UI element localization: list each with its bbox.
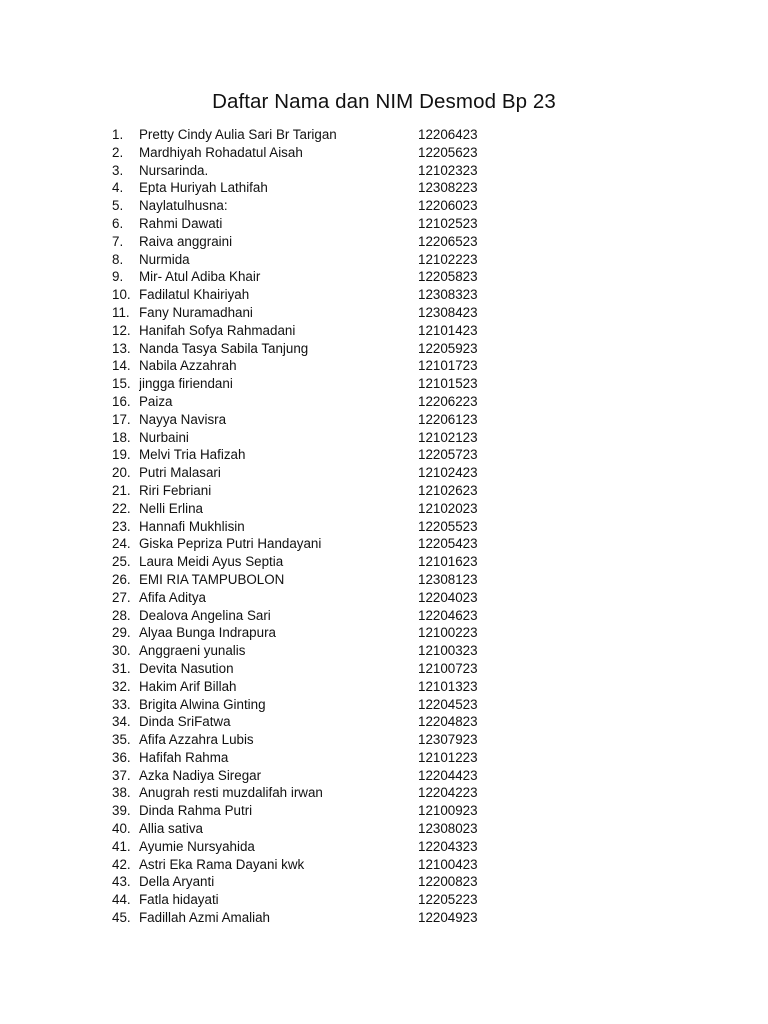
student-name: Devita Nasution	[139, 660, 234, 676]
list-item	[112, 909, 532, 927]
student-nim: 12204923	[418, 910, 478, 926]
list-item	[112, 518, 532, 536]
list-item-number: 3.	[112, 162, 124, 178]
list-item-number: 4.	[112, 180, 124, 196]
student-name: Nurmida	[139, 251, 190, 267]
list-item	[112, 731, 532, 749]
list-item-number: 21.	[112, 482, 131, 498]
list-item-number: 30.	[112, 643, 131, 659]
list-item-number: 36.	[112, 749, 131, 765]
list-item-number: 26.	[112, 571, 131, 587]
list-item	[112, 179, 532, 197]
list-item-number: 23.	[112, 518, 131, 534]
list-item	[112, 535, 532, 553]
student-name: Rahmi Dawati	[139, 215, 223, 231]
student-nim: 12205223	[418, 892, 478, 908]
student-name: Fadilatul Khairiyah	[139, 287, 250, 303]
list-item-number: 22.	[112, 500, 131, 516]
list-item	[112, 162, 532, 180]
student-name: Riri Febriani	[139, 482, 212, 498]
student-name: Dinda SriFatwa	[139, 714, 231, 730]
list-item	[112, 322, 532, 340]
student-name: Giska Pepriza Putri Handayani	[139, 536, 322, 552]
student-nim: 12102123	[418, 429, 478, 445]
student-name: Dinda Rahma Putri	[139, 803, 253, 819]
list-item-number: 25.	[112, 554, 131, 570]
student-nim: 12101223	[418, 749, 478, 765]
student-nim: 12205923	[418, 340, 478, 356]
list-item-number: 18.	[112, 429, 131, 445]
list-item-number: 8.	[112, 251, 124, 267]
list-item-number: 34.	[112, 714, 131, 730]
list-item-number: 38.	[112, 785, 131, 801]
student-name: Fatla hidayati	[139, 892, 219, 908]
list-item	[112, 624, 532, 642]
list-item	[112, 144, 532, 162]
student-name: Dealova Angelina Sari	[139, 607, 271, 623]
list-item	[112, 678, 532, 696]
list-item	[112, 500, 532, 518]
list-item-number: 42.	[112, 856, 131, 872]
list-item-number: 32.	[112, 678, 131, 694]
student-nim: 12206523	[418, 233, 478, 249]
student-nim: 12101723	[418, 358, 478, 374]
student-name: jingga firiendani	[139, 376, 233, 392]
student-name: Putri Malasari	[139, 465, 221, 481]
student-nim: 12205523	[418, 518, 478, 534]
student-nim: 12102023	[418, 500, 478, 516]
list-item	[112, 126, 532, 144]
list-item-number: 40.	[112, 821, 131, 837]
student-name: Paiza	[139, 393, 173, 409]
list-item	[112, 197, 532, 215]
list-item-number: 1.	[112, 127, 124, 142]
list-item-number: 33.	[112, 696, 131, 712]
list-item	[112, 838, 532, 856]
name-list	[112, 126, 532, 927]
list-item	[112, 233, 532, 251]
list-item-number: 16.	[112, 393, 131, 409]
student-name: Ayumie Nursyahida	[139, 838, 255, 854]
student-nim: 12308223	[418, 180, 478, 196]
list-item-number: 19.	[112, 447, 131, 463]
list-item	[112, 856, 532, 874]
student-nim: 12204523	[418, 696, 478, 712]
list-item	[112, 340, 532, 358]
list-item-number: 27.	[112, 589, 131, 605]
list-item-number: 31.	[112, 660, 131, 676]
student-nim: 12204223	[418, 785, 478, 801]
list-item-number: 13.	[112, 340, 131, 356]
list-item-number: 15.	[112, 376, 131, 392]
student-name: Astri Eka Rama Dayani kwk	[139, 856, 305, 872]
list-item	[112, 464, 532, 482]
student-nim: 12102323	[418, 162, 478, 178]
student-nim: 12205723	[418, 447, 478, 463]
student-name: Hafifah Rahma	[139, 749, 229, 765]
list-item-number: 45.	[112, 910, 131, 926]
list-item	[112, 713, 532, 731]
list-item	[112, 286, 532, 304]
list-item-number: 2.	[112, 144, 124, 160]
list-item-number: 28.	[112, 607, 131, 623]
student-name: Alyaa Bunga Indrapura	[139, 625, 276, 641]
student-name: Brigita Alwina Ginting	[139, 696, 266, 712]
list-item	[112, 482, 532, 500]
student-name: Afifa Aditya	[139, 589, 206, 605]
student-name: Epta Huriyah Lathifah	[139, 180, 268, 196]
student-nim: 12308323	[418, 287, 478, 303]
student-nim: 12307923	[418, 732, 478, 748]
list-item	[112, 357, 532, 375]
student-name: Fany Nuramadhani	[139, 304, 253, 320]
student-name: Nabila Azzahrah	[139, 358, 237, 374]
list-item	[112, 642, 532, 660]
student-name: Melvi Tria Hafizah	[139, 447, 246, 463]
list-item	[112, 393, 532, 411]
list-item	[112, 429, 532, 447]
list-item-number: 24.	[112, 536, 131, 552]
student-name: Nelli Erlina	[139, 500, 203, 516]
list-item-number: 39.	[112, 803, 131, 819]
student-name: Hanifah Sofya Rahmadani	[139, 322, 296, 338]
list-item-number: 35.	[112, 732, 131, 748]
student-name: Nursarinda.	[139, 162, 209, 178]
student-nim: 12206223	[418, 393, 478, 409]
list-item	[112, 215, 532, 233]
list-item-number: 10.	[112, 287, 131, 303]
student-nim: 12100723	[418, 660, 478, 676]
student-name: Mir- Atul Adiba Khair	[139, 269, 261, 285]
student-name: Allia sativa	[139, 821, 204, 837]
student-nim: 12101523	[418, 376, 478, 392]
student-nim: 12100323	[418, 643, 478, 659]
student-name: Nanda Tasya Sabila Tanjung	[139, 340, 309, 356]
student-nim: 12308023	[418, 821, 478, 837]
list-item	[112, 820, 532, 838]
list-item	[112, 304, 532, 322]
list-item	[112, 696, 532, 714]
list-item-number: 9.	[112, 269, 124, 285]
list-item	[112, 251, 532, 269]
student-nim: 12100223	[418, 625, 478, 641]
student-nim: 12101423	[418, 322, 478, 338]
student-nim: 12206423	[418, 127, 478, 142]
student-nim: 12204823	[418, 714, 478, 730]
student-name: Laura Meidi Ayus Septia	[139, 554, 284, 570]
list-item	[112, 784, 532, 802]
student-nim: 12206023	[418, 198, 478, 214]
list-item	[112, 446, 532, 464]
student-name: Raiva anggraini	[139, 233, 233, 249]
student-name: Nayya Navisra	[139, 411, 227, 427]
student-nim: 12308123	[418, 571, 478, 587]
list-item-number: 5.	[112, 198, 124, 214]
student-nim: 12102223	[418, 251, 478, 267]
list-item-number: 44.	[112, 892, 131, 908]
list-item	[112, 660, 532, 678]
student-name: Azka Nadiya Siregar	[139, 767, 262, 783]
student-nim: 12102623	[418, 482, 478, 498]
student-name: Anugrah resti muzdalifah irwan	[139, 785, 323, 801]
list-item-number: 11.	[112, 304, 130, 320]
list-item-number: 14.	[112, 358, 131, 374]
student-name: EMI RIA TAMPUBOLON	[139, 571, 285, 587]
student-nim: 12204023	[418, 589, 478, 605]
student-name: Naylatulhusna:	[139, 198, 228, 214]
student-nim: 12204323	[418, 838, 478, 854]
list-item-number: 20.	[112, 465, 131, 481]
list-item-number: 7.	[112, 233, 124, 249]
list-item-number: 6.	[112, 215, 124, 231]
list-item	[112, 891, 532, 909]
student-nim: 12204623	[418, 607, 478, 623]
student-nim: 12308423	[418, 304, 478, 320]
student-name: Pretty Cindy Aulia Sari Br Tarigan	[139, 127, 337, 142]
list-item	[112, 749, 532, 767]
student-name: Della Aryanti	[139, 874, 215, 890]
list-item-number: 41.	[112, 838, 131, 854]
document-title: Daftar Nama dan NIM Desmod Bp 23	[212, 90, 556, 113]
student-nim: 12100923	[418, 803, 478, 819]
list-item-number: 37.	[112, 767, 131, 783]
student-name: Afifa Azzahra Lubis	[139, 732, 254, 748]
list-item	[112, 767, 532, 785]
student-nim: 12205423	[418, 536, 478, 552]
list-item	[112, 411, 532, 429]
list-item	[112, 607, 532, 625]
student-name: Anggraeni yunalis	[139, 643, 246, 659]
list-item	[112, 268, 532, 286]
student-name: Hakim Arif Billah	[139, 678, 237, 694]
student-nim: 12204423	[418, 767, 478, 783]
list-item	[112, 873, 532, 891]
list-item	[112, 571, 532, 589]
student-nim: 12102523	[418, 215, 478, 231]
list-item	[112, 802, 532, 820]
list-item	[112, 375, 532, 393]
student-name: Nurbaini	[139, 429, 189, 445]
list-item	[112, 589, 532, 607]
student-name: Mardhiyah Rohadatul Aisah	[139, 144, 303, 160]
student-name: Hannafi Mukhlisin	[139, 518, 245, 534]
list-item	[112, 553, 532, 571]
list-item-number: 17.	[112, 411, 131, 427]
student-name: Fadillah Azmi Amaliah	[139, 910, 270, 926]
student-nim: 12206123	[418, 411, 478, 427]
list-item-number: 29.	[112, 625, 131, 641]
student-nim: 12102423	[418, 465, 478, 481]
list-item-number: 43.	[112, 874, 131, 890]
student-nim: 12100423	[418, 856, 478, 872]
student-nim: 12101623	[418, 554, 478, 570]
list-item-number: 12.	[112, 322, 131, 338]
student-nim: 12205823	[418, 269, 478, 285]
student-nim: 12101323	[418, 678, 478, 694]
student-nim: 12200823	[418, 874, 478, 890]
student-nim: 12205623	[418, 144, 478, 160]
